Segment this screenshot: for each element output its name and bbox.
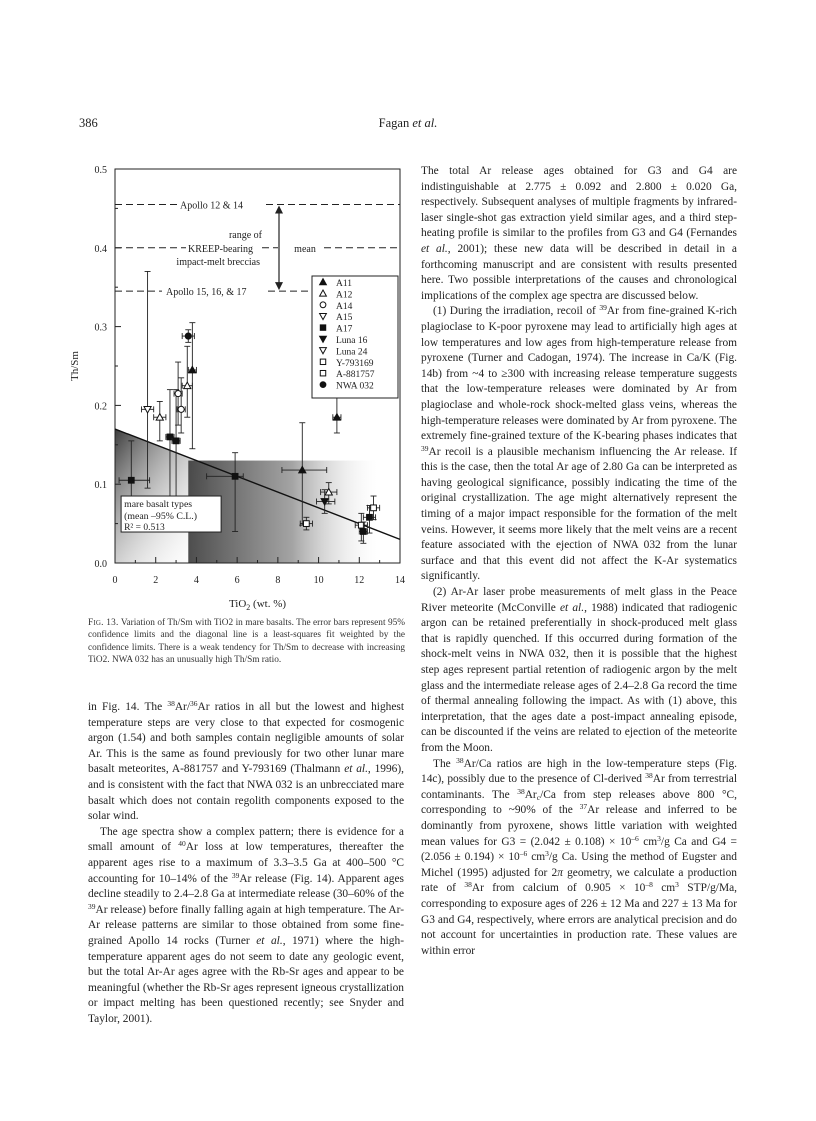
paragraph: The age spectra show a complex pattern; there is evidence for a small amount of $^{40}$Ar loss at low temperatures, thereafter the apparent ages rise to a maximum of 3.3–3.5 Ga at 400–500 °C accounting for 10–14% of the $^{39}$Ar release (Fig. 14). Apparent ages decline steadily to 2.4–2.8 Ga at intermediate release (30–60% of the $^{39}$Ar release) before finally falling again at high temperature. The Ar-Ar release patterns are similar to those obtained from some fine-grained Apollo 14 rocks (Turner et al., 1971) where the high-temperature apparent ages do not seem to date any geologic event, but the total Ar-Ar ages agree with the Rb-Sr ages and appear to be meaningful (whether the Rb-Sr ages represent igneous crystallization or impact melting has been questioned recently; see Snyder and Taylor, 2001). (88, 825, 404, 1025)
data-point (320, 382, 326, 388)
reference-label-mean: mean (294, 243, 316, 255)
data-point (178, 406, 184, 412)
y-tick-label: 0.0 (94, 559, 107, 570)
x-axis-label-part: (wt. %) (250, 598, 287, 610)
data-point (320, 325, 325, 330)
range-arrow-head-down (275, 282, 283, 290)
data-point (371, 505, 377, 511)
y-tick-label: 0.2 (94, 401, 107, 413)
running-head (0, 116, 816, 131)
legend-entry-label: A17 (336, 324, 353, 335)
range-annotation-line: range of (228, 229, 262, 241)
y-tick-label: 0.4 (94, 243, 107, 255)
x-axis-label-sub: 2 (246, 603, 251, 610)
data-point (320, 359, 325, 364)
data-point (303, 521, 309, 527)
confidence-label-subtitle: (mean –95% C.L.) (124, 511, 198, 523)
x-tick-label: 0 (112, 575, 118, 586)
page-number: 386 (79, 116, 98, 130)
legend-entry-label: Luna 24 (336, 347, 368, 358)
y-tick-label: 0.1 (94, 480, 107, 492)
legend-entry-label: Y-793169 (336, 358, 374, 369)
legend-entry-label: A14 (336, 301, 353, 312)
figure-caption-text: Variation of Th/Sm with TiO2 in mare basalts. The error bars represent 95% confidence limits and the diagonal line is a least-squares fit weighted by the confidence limits. There is a weak tendency for Th/Sm to decrease with increasing TiO2. NWA 032 has an unusually high Th/Sm ratio. (88, 618, 405, 665)
running-head-authors: Fagan (378, 116, 410, 130)
paragraph: The total Ar release ages obtained for G3 and G4 are indistinguishable at 2.775 ± 0.092 and 2.800 ± 0.020 Ga, respectively. Subsequent analyses of multiple fragments by infrared-laser single-shot gas extraction yield similar ages, and a third step-heating profile is similar to the profiles from G3 and G4 (Fernandes et al., 2001); these new data will be described in detail in a forthcoming manuscript and are consistent with results presented here. Two possible interpretations of the causes and chronological implications of the complex age spectra are discussed below. (421, 165, 737, 302)
data-point (320, 302, 326, 308)
left-column (88, 700, 404, 1027)
data-point (232, 473, 238, 479)
x-tick-label: 2 (153, 575, 159, 586)
reference-label-kreep: KREEP-bearing (188, 243, 253, 255)
data-point (360, 529, 366, 535)
data-point (320, 370, 325, 375)
reference-label-apollo-12-14: Apollo 12 & 14 (180, 200, 244, 212)
x-axis-label (229, 598, 286, 610)
x-axis-label-part: TiO (228, 598, 247, 610)
data-point (173, 438, 179, 444)
range-arrow-head-up (275, 205, 283, 213)
paragraph: (1) During the irradiation, recoil of $^{39}$Ar from fine-grained K-rich plagioclase to K-poor pyroxene may lead to artificially high ages at low temperatures and low ages from high-temperature release from pyroxene (Turner and Cadogan, 1974). The increase in Ca/K (Fig. 14b) from ~4 to ≥300 with increasing release temperature suggests that the low-temperature releases were dominated by Ar from plagioclase and whole-rock shock-melted glass veins, whereas the high-temperature releases were dominated by Ar from pyroxene. The extremely fine-grained texture of the K-bearing phases indicates that $^{39}$Ar recoil is a plausible mechanism influencing the Ar release. If this is the case, then the total Ar age of 2.80 Ga can be interpreted as having geological significance, possibly indicating the time of the original crystallization. The age might alternatively represent the timing of a major impact responsible for the formation of the melt veins. However, it seems more likely that the melt veins are a recent feature associated with the ejection of NWA 032 from the lunar surface and that this event did not affect the K-Ar systematics significantly. (421, 303, 737, 583)
paragraph: The $^{38}$Ar/Ca ratios are high in the low-temperature steps (Fig. 14c), possibly due to the presence of Cl-derived $^{38}$Ar from terrestrial contaminants. The $^{38}Ar_c/Ca$ from step releases above 800 °C, corresponding to ~90% of the $^{37}$Ar release and inferred to be dominantly from pyroxene, shows little variation with weighted mean values for $G3 = (2.042 \pm 0.108) \times 10^{-6}$ $cm^3/g$ Ca and $G4 = (2.056 \pm 0.194) \times 10^{-6}$ $cm^3/g$ Ca. Using the method of Eugster and Michel (1995) adjusted for 2π geometry, we calculate a production rate of $^{38}$Ar from calcium of $0.905 \times 10^{-8}$ $cm^3$ STP/g/Ma, corresponding to exposure ages of 226 ± 12 Ma and 227 ± 13 Ma for G3 and G4, respectively, where errors are analytical precision and do not account for uncertainties in production rate. These values are within error (421, 755, 737, 957)
reference-label-apollo-15-16-17: Apollo 15, 16, & 17 (166, 287, 247, 299)
y-tick-label: 0.5 (94, 165, 107, 176)
figure-13 (60, 155, 405, 610)
data-point (175, 391, 181, 397)
legend-entry-label: A11 (336, 279, 353, 289)
data-point (185, 333, 191, 339)
x-tick-label: 4 (193, 575, 199, 586)
paragraph: in Fig. 14. The $^{38}$Ar/$^{36}$Ar ratios in all but the lowest and highest temperature steps are very close to that expected for cosmogenic argon (1.54) and both samples contain negligible amounts of solar Ar. This is the same as found previously for two other lunar mare basalt meteorites, A-881757 and Y-793169 (Thalmann et al., 1996), and is consistent with the fact that NWA 032 is an unbrecciated mare basalt which does not contain regolith components exposed to the solar wind. (88, 699, 404, 823)
legend-entry-label: Luna 16 (336, 336, 368, 346)
y-tick-label: 0.3 (94, 322, 107, 334)
x-tick-label: 14 (395, 575, 405, 586)
legend-entry-label: A-881757 (336, 370, 375, 381)
data-point (128, 477, 134, 483)
right-column (421, 164, 737, 959)
x-tick-label: 8 (275, 575, 281, 586)
thsm-tio2-chart (60, 155, 405, 610)
running-head-et-al: et al. (412, 116, 438, 130)
figure-caption-label: Fig. 13. (88, 618, 119, 628)
y-axis-label: Th/Sm (69, 351, 81, 381)
paragraph: (2) Ar-Ar laser probe measurements of melt glass in the Peace River meteorite (McConville et al., 1988) indicated that radiogenic argon can be retained preferentially in shock-produced melt glass that is rapidly quenched. If this occurred during formation of the shock-melt veins in NWA 032, then it is possible that the highest step ages represent partial retention of radiogenic argon by the melt glass and the intermediate release ages of 2.4–2.8 Ga record the time of thermal annealing following the impact. As with (1) above, this interpretation, that the ages date a post-impact annealing episode, can be discounted if the veins are related to ejection of the meteorite from the Moon. (421, 586, 738, 754)
legend-entry-label: A12 (336, 290, 353, 301)
legend-entry-label: NWA 032 (336, 381, 374, 392)
legend-entry-label: A15 (336, 313, 353, 324)
x-tick-label: 6 (234, 575, 240, 586)
x-tick-label: 12 (354, 575, 365, 586)
x-tick-label: 10 (313, 575, 324, 586)
r-squared-label: R² = 0.513 (124, 523, 165, 534)
figure-caption (88, 617, 405, 666)
range-annotation-line: impact-melt breccias (176, 256, 260, 268)
confidence-label-title: mare basalt types (124, 499, 193, 511)
